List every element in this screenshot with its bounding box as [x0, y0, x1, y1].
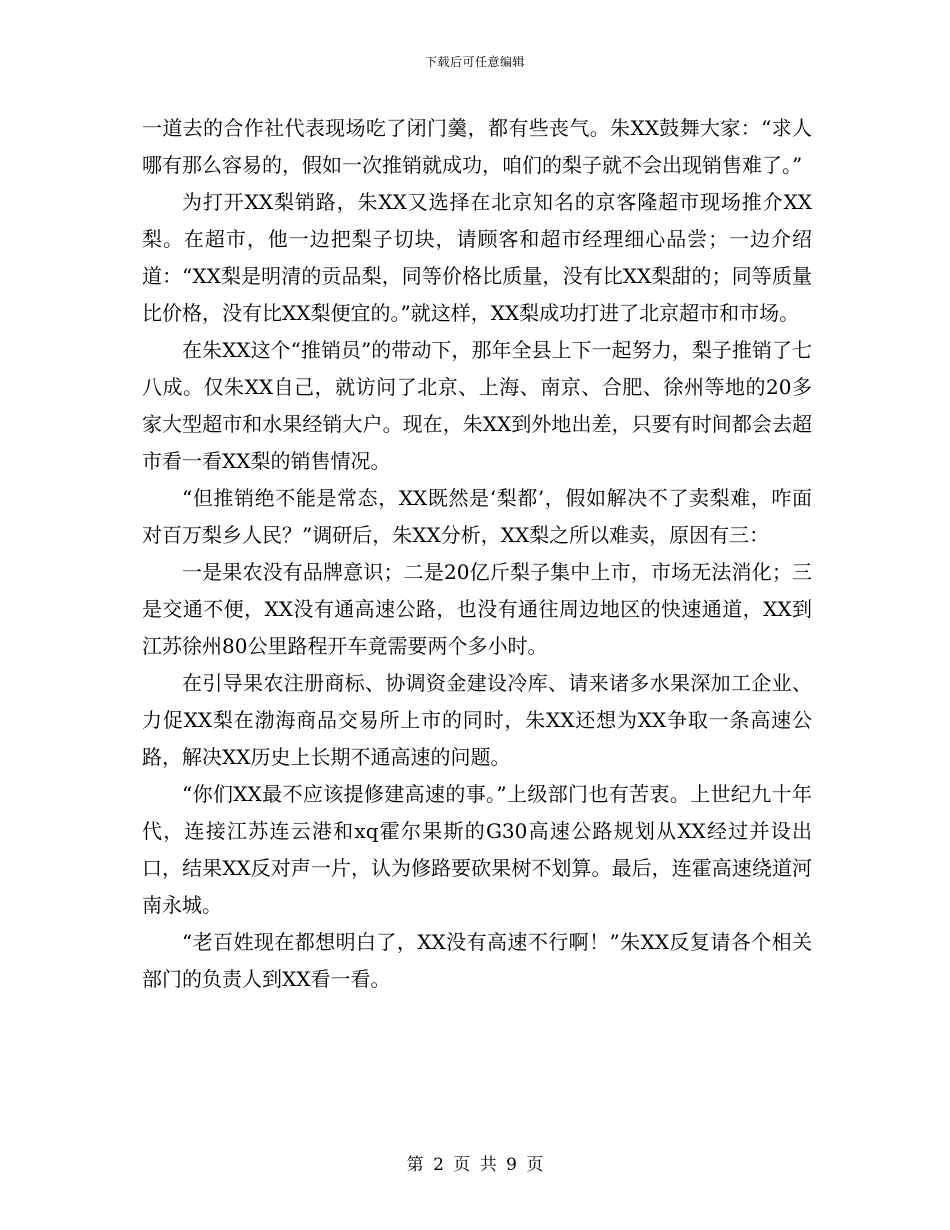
paragraph: 在引导果农注册商标、协调资金建设冷库、请来诸多水果深加工企业、力促XX梨在渤海商品交易所上市的同时，朱XX还想为XX争取一条高速公路，解决XX历史上长期不通高速的问题。 [142, 671, 812, 769]
document-body [142, 110, 812, 998]
paragraph: 一是果农没有品牌意识；二是20亿斤梨子集中上市，市场无法消化；三是交通不便，XX没有通高速公路，也没有通往周边地区的快速通道，XX到江苏徐州80公里路程开车竟需要两个多小时。 [142, 560, 812, 658]
paragraph: “但推销绝不能是常态，XX既然是‘梨都’，假如解决不了卖梨难，咋面对百万梨乡人民？”调研后，朱XX分析，XX梨之所以难卖，原因有三： [142, 486, 812, 547]
paragraph: 在朱XX这个“推销员”的带动下，那年全县上下一起努力，梨子推销了七八成。仅朱XX自己，就访问了北京、上海、南京、合肥、徐州等地的20多家大型超市和水果经销大户。现在，朱XX到外地出差，只要有时间都会去超市看一看XX梨的销售情况。 [142, 338, 812, 473]
paragraph: 一道去的合作社代表现场吃了闭门羹，都有些丧气。朱XX鼓舞大家：“求人哪有那么容易的，假如一次推销就成功，咱们的梨子就不会出现销售难了。” [142, 116, 812, 177]
paragraph: 为打开XX梨销路，朱XX又选择在北京知名的京客隆超市现场推介XX梨。在超市，他一边把梨子切块，请顾客和超市经理细心品尝；一边介绍道：“XX梨是明清的贡品梨，同等价格比质量，没有比XX梨甜的；同等质量比价格，没有比XX梨便宜的。”就这样，XX梨成功打进了北京超市和市场。 [142, 190, 812, 325]
page-number-footer: 第 2 页 共 9 页 [406, 1155, 544, 1175]
page-header: 下载后可任意编辑 [424, 55, 525, 69]
paragraph: “老百姓现在都想明白了，XX没有高速不行啊！”朱XX反复请各个相关部门的负责人到XX看一看。 [142, 930, 812, 991]
paragraph: “你们XX最不应该提修建高速的事。”上级部门也有苦衷。上世纪九十年代，连接江苏连云港和xq霍尔果斯的G30高速公路规划从XX经过并设出口，结果XX反对声一片，认为修路要砍果树不划算。最后，连霍高速绕道河南永城。 [142, 782, 812, 917]
